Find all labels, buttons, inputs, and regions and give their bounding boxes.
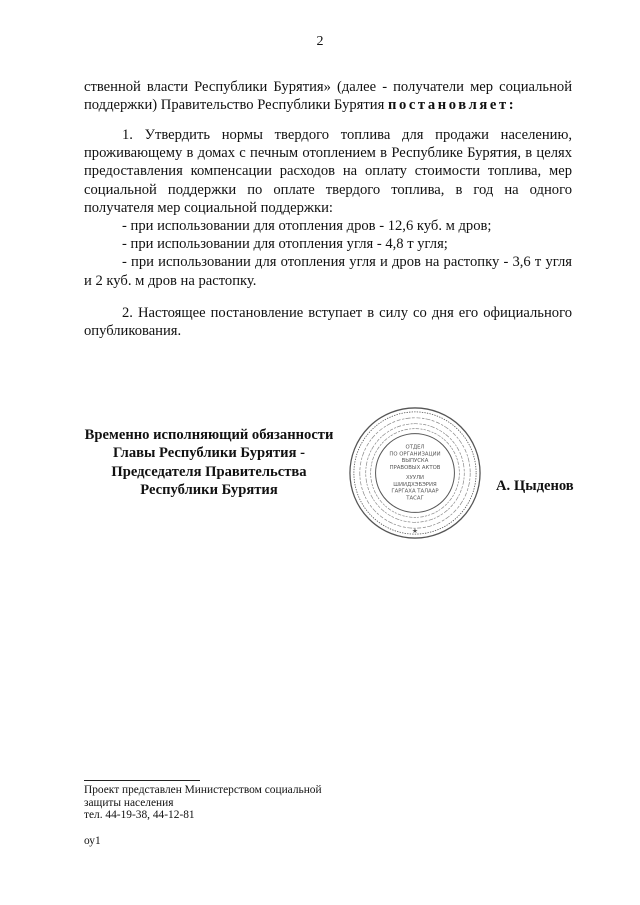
clause-1-text: 1. Утвердить нормы твердого топлива для продажи населению, проживающему в домах с печным отоплением в Республике Бурятия, в целях предоставления компенсации расходов на оплату стоимости топлива, мер социальной поддержки по оплате твердого топлива, в год на одного получателя мер социальной поддержки:	[84, 127, 572, 216]
seal-inner-line: ГАРГАХА ТАЛААР	[391, 488, 439, 495]
seal-outer-ring	[350, 408, 480, 538]
seal-inner-line: ТАСАГ	[406, 495, 424, 502]
clause-1-item-coal-and-kindling: - при использовании для отопления угля и дров на растопку - 3,6 т угля и 2 куб. м дров на растопку.	[84, 254, 572, 289]
footnote-line: тел. 44-19-38, 44-12-81	[84, 809, 195, 822]
signatory-title-line: Председателя Правительства	[111, 463, 307, 480]
clause-1-item-firewood: - при использовании для отопления дров - 12,6 куб. м дров;	[122, 218, 492, 235]
signatory-title-line: Главы Республики Бурятия -	[113, 445, 305, 462]
clause-2	[84, 304, 572, 340]
intro-paragraph	[84, 78, 572, 114]
intro-text: ственной власти Республики Бурятия» (далее - получатели мер социальной поддержки) Правительство Республики Бурятия	[84, 79, 572, 114]
footnote	[84, 784, 322, 822]
signatory-title-line: Республики Бурятия	[140, 482, 278, 499]
clause-1	[84, 126, 572, 290]
footnote-divider	[84, 780, 200, 781]
footnote-line: защиты населения	[84, 796, 174, 809]
seal-ring-lettering	[360, 418, 470, 528]
seal-inner-line: ВЫПУСКА	[401, 458, 429, 465]
signatory-name: А. Цыденов	[496, 478, 574, 494]
seal-star-icon: ★	[411, 527, 419, 536]
official-seal	[346, 404, 484, 542]
seal-inner-line: ХУУЛИ	[405, 474, 425, 481]
page-number: 2	[316, 34, 324, 49]
seal-inner-line: ПРАВОВЫХ АКТОВ	[389, 465, 441, 472]
seal-dotted-ring	[354, 412, 476, 534]
intro-emphasis: постановляет:	[387, 97, 517, 114]
seal-inner-line: ОТДЕЛ	[405, 444, 425, 451]
seal-inner-line: ПО ОРГАНИЗАЦИИ	[389, 451, 441, 458]
footnote-line: Проект представлен Министерством социальной	[84, 784, 322, 796]
document-code: оу1	[84, 835, 101, 847]
clause-2-text: 2. Настоящее постановление вступает в силу со дня его официального опубликования.	[84, 305, 572, 340]
signatory-title-line: Временно исполняющий обязанности	[84, 427, 334, 443]
signatory-title	[70, 426, 348, 500]
seal-inner-line: ШИИДХЭБЭРИЯ	[393, 481, 437, 488]
clause-1-item-coal: - при использовании для отопления угля - 4,8 т угля;	[122, 236, 448, 253]
